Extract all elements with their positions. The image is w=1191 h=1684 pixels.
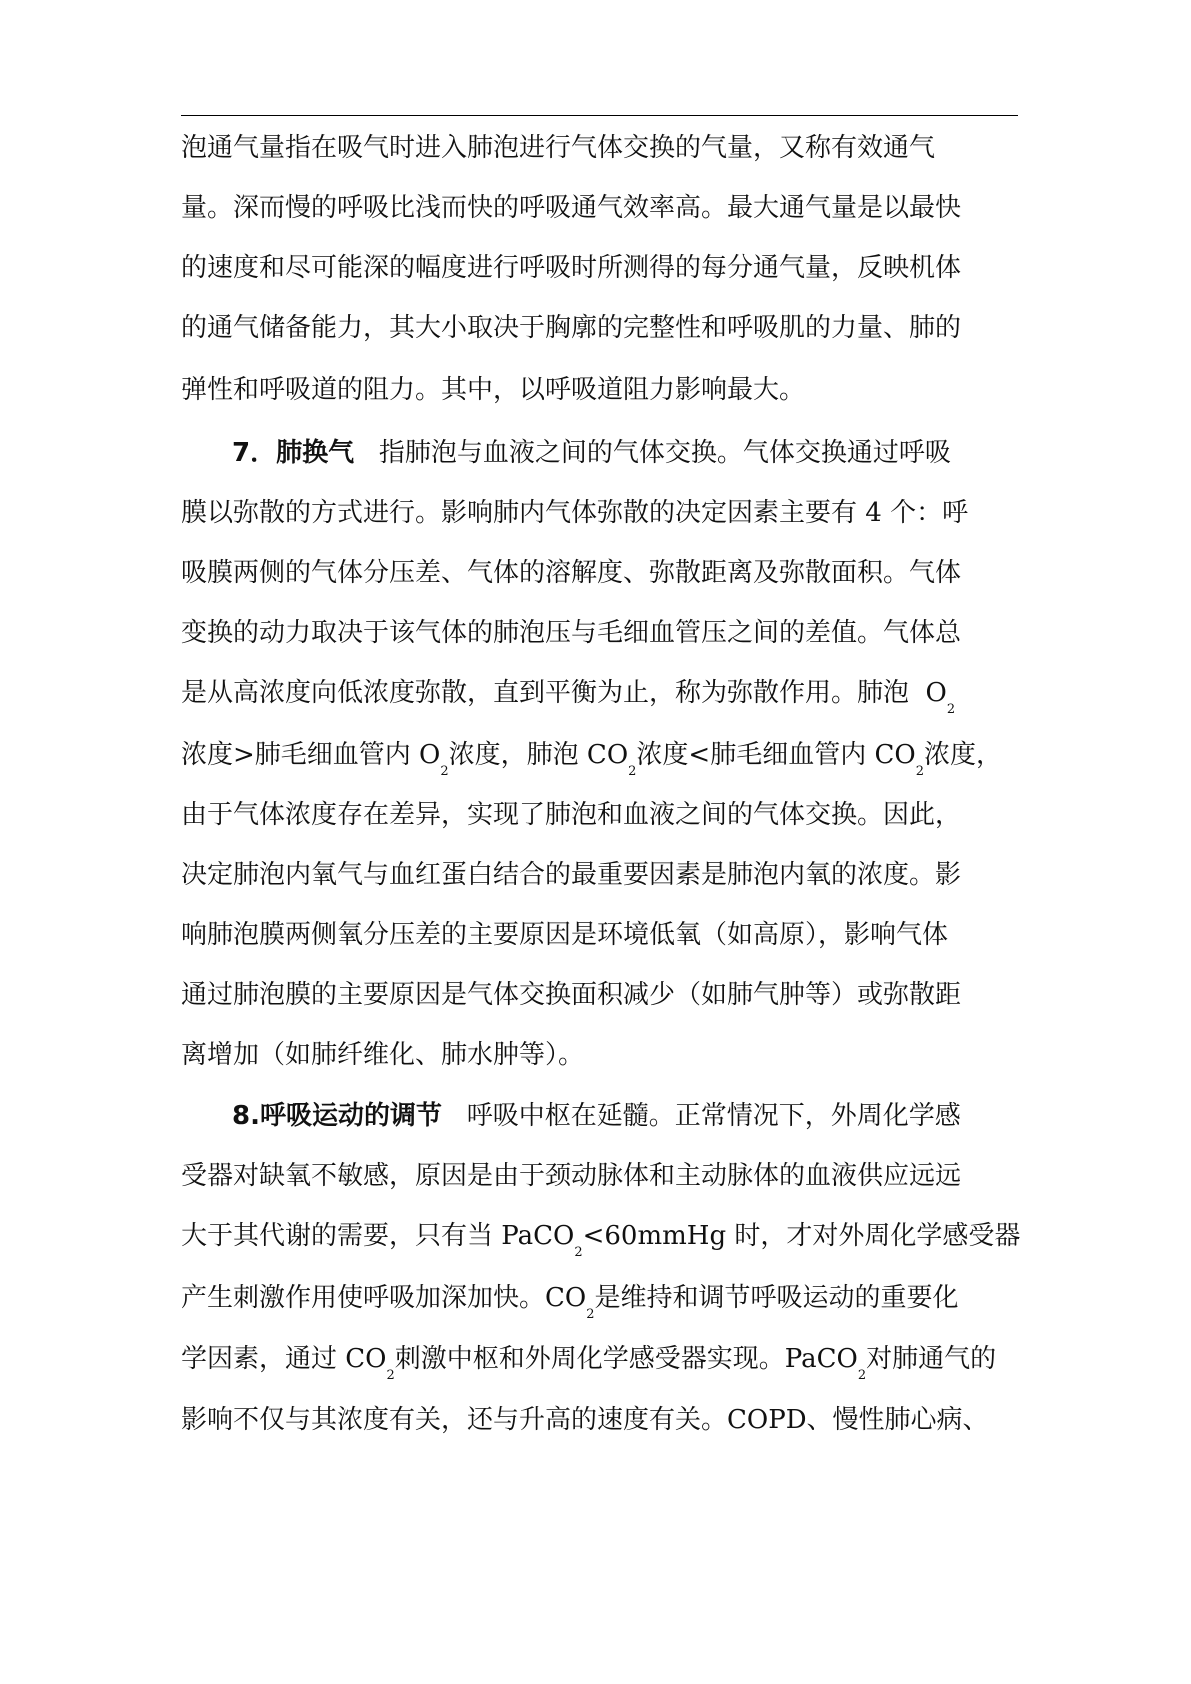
text-line — [181, 1278, 1041, 1322]
text-run: 的通气储备能力，其大小取决于胸廓的完整性和呼吸肌的力量、肺的 — [181, 313, 962, 343]
text-run: 浓度，肺泡 CO — [448, 740, 629, 770]
text-line — [181, 188, 1041, 228]
subscript: 2 — [574, 1245, 583, 1260]
text-run: 的速度和尽可能深的幅度进行呼吸时所测得的每分通气量，反映机体 — [181, 253, 962, 283]
section-heading: 8.呼吸运动的调节 — [232, 1101, 442, 1131]
heading-gap — [354, 438, 379, 468]
subscript: 2 — [857, 1368, 867, 1383]
text-line — [181, 735, 1041, 779]
text-line — [181, 1339, 1041, 1383]
text-line — [181, 795, 1041, 835]
subscript: 2 — [915, 764, 924, 779]
text-line — [181, 308, 1041, 348]
text-run: 大于其代谢的需要，只有当 PaCO — [181, 1221, 575, 1251]
text-line — [181, 673, 1041, 717]
subscript: 2 — [386, 1368, 395, 1383]
text-line — [181, 493, 1041, 533]
text-run: 刺激中枢和外周化学感受器实现。PaCO — [394, 1344, 858, 1374]
text-line — [181, 248, 1041, 288]
text-run: 量。深而慢的呼吸比浅而快的呼吸通气效率高。最大通气量是以最快 — [181, 193, 962, 223]
text-run: 浓度<肺毛细血管内 CO — [636, 740, 916, 770]
text-line — [181, 915, 1041, 955]
text-line — [181, 975, 1041, 1015]
text-line — [232, 433, 1092, 473]
text-run: 影响不仅与其浓度有关，还与升高的速度有关。COPD、慢性肺心病、 — [181, 1405, 989, 1435]
text-line — [181, 128, 1041, 168]
text-run: 是维持和调节呼吸运动的重要化 — [594, 1283, 959, 1313]
text-run: 离增加（如肺纤维化、肺水肿等）。 — [181, 1040, 585, 1070]
text-run: 变换的动力取决于该气体的肺泡压与毛细血管压之间的差值。气体总 — [181, 618, 962, 648]
text-run: 浓度， — [923, 740, 1002, 770]
text-line — [181, 1400, 1041, 1440]
text-run: <60mmHg 时，才对外周化学感受器 — [582, 1221, 1021, 1251]
text-line — [181, 1156, 1041, 1196]
text-run: 是从高浓度向低浓度弥散，直到平衡为止，称为弥散作用。肺泡 O — [181, 678, 947, 708]
subscript: 2 — [946, 702, 956, 717]
text-run: 对肺通气的 — [866, 1344, 997, 1374]
text-line — [181, 370, 1041, 410]
text-line — [181, 553, 1041, 593]
text-line — [181, 1035, 1041, 1075]
subscript: 2 — [586, 1307, 595, 1322]
text-run: 决定肺泡内氧气与血红蛋白结合的最重要因素是肺泡内氧的浓度。影 — [181, 860, 962, 890]
subscript: 2 — [628, 764, 637, 779]
text-run: 受器对缺氧不敏感，原因是由于颈动脉体和主动脉体的血液供应远远 — [181, 1161, 962, 1191]
section-heading: 7．肺换气 — [232, 438, 355, 468]
text-run: 呼吸中枢在延髓。正常情况下，外周化学感 — [466, 1101, 961, 1131]
text-line — [181, 1216, 1041, 1260]
text-run: 响肺泡膜两侧氧分压差的主要原因是环境低氧（如高原），影响气体 — [181, 920, 949, 950]
heading-gap — [442, 1101, 467, 1131]
text-run: 弹性和呼吸道的阻力。其中，以呼吸道阻力影响最大。 — [181, 375, 806, 405]
text-run: 吸膜两侧的气体分压差、气体的溶解度、弥散距离及弥散面积。气体 — [181, 558, 962, 588]
header-rule — [181, 115, 1018, 116]
text-run: 通过肺泡膜的主要原因是气体交换面积减少（如肺气肿等）或弥散距 — [181, 980, 962, 1010]
text-line — [181, 613, 1041, 653]
text-line — [232, 1096, 1092, 1136]
text-run: 学因素，通过 CO — [181, 1344, 387, 1374]
text-run: 由于气体浓度存在差异，实现了肺泡和血液之间的气体交换。因此， — [181, 800, 962, 830]
text-run: 产生刺激作用使呼吸加深加快。CO — [181, 1283, 587, 1313]
text-run: 膜以弥散的方式进行。影响肺内气体弥散的决定因素主要有 4 个：呼 — [181, 498, 969, 528]
text-run: 浓度>肺毛细血管内 O — [181, 740, 441, 770]
subscript: 2 — [440, 764, 449, 779]
text-line — [181, 855, 1041, 895]
text-run: 指肺泡与血液之间的气体交换。气体交换通过呼吸 — [378, 438, 951, 468]
text-run: 泡通气量指在吸气时进入肺泡进行气体交换的气量，又称有效通气 — [181, 133, 936, 163]
